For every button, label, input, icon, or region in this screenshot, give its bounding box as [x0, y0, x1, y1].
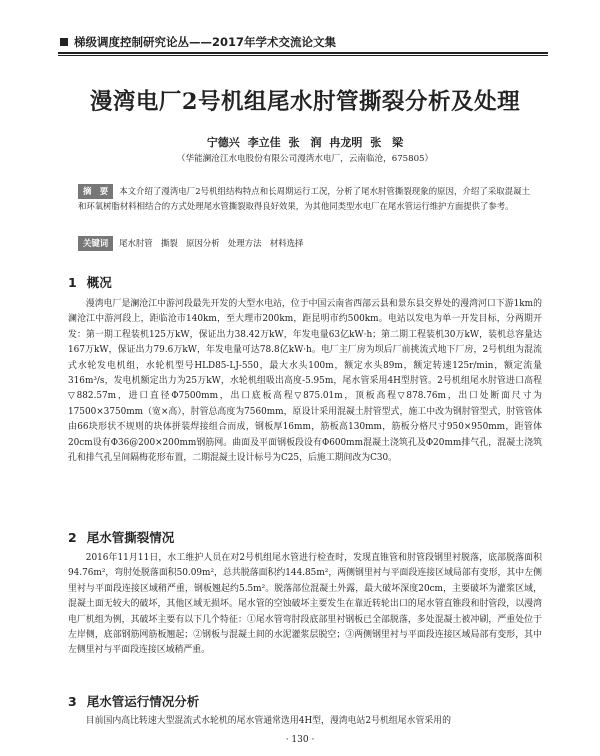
- section-title: 概况: [86, 275, 112, 290]
- section-title: 尾水管撕裂情况: [86, 530, 175, 545]
- affiliation: （华能澜沧江水电股份有限公司漫湾水电厂，云南临沧，675805）: [176, 154, 434, 164]
- section-number: 1: [68, 275, 77, 290]
- header-rule: [58, 52, 548, 54]
- keywords-label: 关键词: [78, 236, 113, 251]
- section-heading: [68, 528, 174, 546]
- series-title: 梯级调度控制研究论丛——2017年学术交流论文集: [74, 35, 337, 49]
- author: 李立佳: [247, 136, 281, 149]
- author: 宁德兴: [206, 136, 240, 149]
- abstract-label: 摘 要: [78, 184, 113, 199]
- body-paragraph: 目前国内高比转速大型混流式水轮机的尾水管通常选用4H型，漫湾电站2号机组尾水管采用的: [85, 716, 451, 726]
- section-number: 3: [68, 694, 77, 709]
- section-title: 尾水管运行情况分析: [86, 694, 200, 709]
- section-heading: [68, 273, 112, 291]
- author: 张 梁: [370, 136, 404, 149]
- author: 冉龙明: [329, 136, 363, 149]
- author: 张 润: [288, 136, 322, 149]
- paper-title: 漫湾电厂2号机组尾水肘管撕裂分析及处理: [89, 89, 521, 115]
- keywords: [78, 236, 530, 251]
- header-rule-thin: [58, 55, 548, 56]
- running-header: [60, 34, 546, 50]
- page-number: · 130 ·: [285, 735, 315, 745]
- abstract-text: 本文介绍了漫湾电厂2号机组结构特点和长周期运行工况，分析了尾水肘管撕裂现象的原因，介绍了采取混凝土和环氧树脂材料相结合的方式处理尾水管撕裂取得良好效果，为其他同类型水电厂在尾水管运行维护方面提供了参考。: [78, 186, 530, 211]
- body-paragraph: 2016年11月11日，水工维护人员在对2号机组尾水管进行检查时，发现直锥管和肘管段钢里衬脱落，底部脱落面积94.76m²，弯肘处脱落面积50.09m²，总共脱落面积约144.85m²，两侧钢里衬与平面段连接区域局部有变形，其中左侧里衬与平面段连接区域稍严重，钢板翘起约5.5m²。脱落部位混凝土外露，最大破坏深度20cm，主要破坏为灌浆区域，混凝土面无较大的破坏，其他区域无损坏。尾水管的空蚀破坏主要发生在靠近转轮出口的尾水管直锥段和肘管段，以漫湾电厂机组为例，其破坏主要有以下几个特征：①尾水管弯肘段底部里衬钢板已全部脱落，多处混凝土被冲刷，严重处位于左岸侧，底部钢筋网筋板翘起；②钢板与混凝土间的水泥灌浆层脱空；③两侧钢里衬与平面段连接区域局部有变形，其中左侧里衬与平面段连接区域稍严重。: [68, 553, 542, 656]
- abstract: [78, 184, 530, 213]
- header-square-icon: [60, 38, 68, 46]
- section-number: 2: [68, 530, 77, 545]
- section-heading: [68, 692, 199, 710]
- body-paragraph: 漫湾电厂是澜沧江中游河段最先开发的大型水电站，位于中国云南省西部云县和景东县交界处的漫湾河口下游1km的澜沧江中游河段上，距临沧市140km，至大理市200km，距昆明市约500km。电站以发电为单一开发目标，分两期开发：第一期工程装机125万kW，保证出力38.42万kW，年发电量63亿kW·h；第二期工程装机30万kW，装机总容量达167万kW，保证出力79.6万kW，年发电量可达78.8亿kW·h。电厂主厂房为坝后厂前挑流式地下厂房，2号机组为混流式水轮发电机组，水轮机型号HLD85-LJ-550，最大水头100m，额定水头89m，额定转速125r/min，额定流量316m³/s，发电机额定出力为25万kW，水轮机组吸出高度-5.95m，尾水管采用4H型肘管。2号机组尾水肘管进口高程▽882.57m，进口直径Φ7500mm，出口底板高程▽875.01m，顶板高程▽878.76m，出口处断面尺寸为17500×3750mm（宽×高），肘管总高度为7560mm，原设计采用混凝土肘管型式，施工中改为钢肘管型式，肘管管体由66块形状不规则的块体拼装焊接组合而成，钢板厚16mm，筋板高130mm，筋板分格尺寸950×950mm，距管体20cm设有Φ36@200×200mm钢筋网。曲面及平面钢板段设有Φ600mm混凝土浇筑孔及Φ20mm排气孔，混凝土浇筑孔和排气孔呈间隔梅花形布置，二期混凝土设计标号为C25，后施工期间改为C30。: [68, 299, 542, 464]
- keywords-text: 尾水肘管 撕裂 原因分析 处理方法 材料选择: [119, 238, 304, 248]
- author-list: [60, 134, 550, 150]
